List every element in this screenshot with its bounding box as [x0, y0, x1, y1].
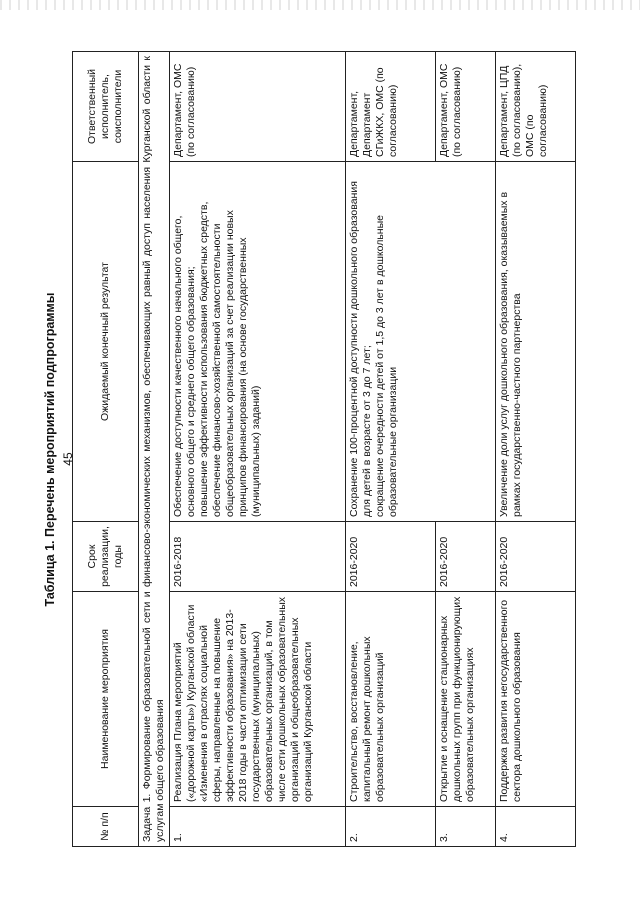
period: 2016-2020: [346, 522, 436, 592]
period: 2016-2018: [170, 522, 346, 592]
task-text: Задача 1. Формирование образовательной сети и финансово-экономических механизмов, обеспечивающих равный доступ населения Курганской области к услугам общего образования: [139, 52, 170, 847]
table-title: Таблица 1. Перечень мероприятий подпрограммы: [43, 292, 57, 607]
row-number: 2.: [346, 807, 436, 847]
table-row: [346, 52, 436, 847]
expected-result: Обеспечение доступности качественного начального общего, основного общего и среднего общего образования; повышение эффективности использования бюджетных средств, обеспечение финансово-хозяйственной самостоятельности общеобразовательных организаций за счет реализации новых принципов финансирования (на основе государственных (муниципальных) заданий): [170, 162, 346, 522]
header-period: Срок реализации, годы: [73, 522, 139, 592]
period: 2016-2020: [496, 522, 576, 592]
responsible: Департамент, ОМС (по согласованию): [436, 52, 496, 162]
expected-result: Сохранение 100-процентной доступности дошкольного образования для детей в возрасте от 3 до 7 лет; сокращение очередности детей от 1,5 до 3 лет в дошкольные образовательные организации: [346, 162, 496, 522]
row-number: 4.: [496, 807, 576, 847]
measure-name: Поддержка развития негосударственного сектора дошкольного образования: [496, 592, 576, 807]
table-row: [496, 52, 576, 847]
page-number: 45: [61, 452, 75, 466]
responsible: Департамент, ЦПД (по согласованию), ОМС (по согласованию): [496, 52, 576, 162]
measure-name: Строительство, восстановление, капитальный ремонт дошкольных образовательных организаций: [346, 592, 436, 807]
scan-noise: [0, 0, 640, 10]
header-row: [73, 52, 139, 847]
table-row: [170, 52, 346, 847]
expected-result: Увеличение доли услуг дошкольного образования, оказываемых в рамках государственно-частного партнерства: [496, 162, 576, 522]
measure-name: Открытие и оснащение стационарных дошкольных групп при функционирующих образовательных организациях: [436, 592, 496, 807]
row-number: 3.: [436, 807, 496, 847]
measures-table: [72, 51, 576, 847]
measure-name: Реализация Плана мероприятий («дорожной карты») Курганской области «Изменения в отраслях социальной сферы, направленные на повышение эффективности образования» на 2013-2018 годы в части оптимизации сети государственных (муниципальных) образовательных организаций, в том числе сети дошкольных образовательных организаций и общеобразовательных организаций Курганской области: [170, 592, 346, 807]
header-result: Ожидаемый конечный результат: [73, 162, 139, 522]
rotated-page-content: [28, 52, 598, 847]
task-row: [139, 52, 170, 847]
responsible: Департамент, ОМС (по согласованию): [170, 52, 346, 162]
header-measure-name: Наименование мероприятия: [73, 592, 139, 807]
period: 2016-2020: [436, 522, 496, 592]
header-number: № п/п: [73, 807, 139, 847]
row-number: 1.: [170, 807, 346, 847]
header-responsible: Ответственный исполнитель, соисполнители: [73, 52, 139, 162]
responsible: Департамент, Департамент СГиЖКХ, ОМС (по согласованию): [346, 52, 436, 162]
